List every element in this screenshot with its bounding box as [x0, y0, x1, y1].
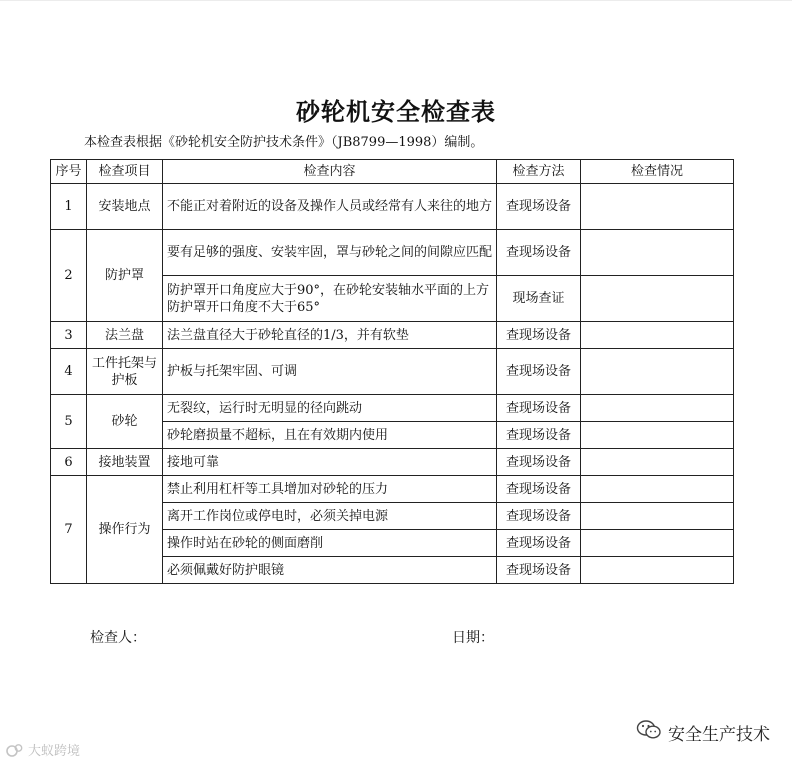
inspection-table	[50, 159, 734, 584]
row-method: 查现场设备	[497, 449, 581, 476]
row-content: 防护罩开口角度应大于90°，在砂轮安装轴水平面的上方防护罩开口角度不大于65°	[163, 276, 497, 322]
row-status-cell[interactable]	[581, 557, 734, 584]
row-content: 禁止利用杠杆等工具增加对砂轮的压力	[163, 476, 497, 503]
document-subtitle: 本检查表根据《砂轮机安全防护技术条件》（JB8799—1998）编制。	[84, 135, 484, 150]
row-item: 防护罩	[87, 230, 163, 322]
watermark-right	[636, 719, 770, 746]
watermark-left	[6, 740, 80, 759]
row-status-cell[interactable]	[581, 503, 734, 530]
row-no: 1	[51, 184, 87, 230]
row-method: 查现场设备	[497, 557, 581, 584]
row-item: 接地装置	[87, 449, 163, 476]
date-label: 日期：	[452, 630, 494, 646]
row-no: 7	[51, 476, 87, 584]
inspector-label: 检查人：	[90, 630, 146, 646]
header-status: 检查情况	[581, 160, 734, 184]
row-status-cell[interactable]	[581, 276, 734, 322]
row-item: 砂轮	[87, 395, 163, 449]
row-content: 操作时站在砂轮的侧面磨削	[163, 530, 497, 557]
table-row	[51, 395, 734, 422]
ant-logo-icon	[6, 742, 24, 758]
table-row	[51, 230, 734, 276]
row-method: 查现场设备	[497, 184, 581, 230]
row-method: 查现场设备	[497, 322, 581, 349]
row-method: 查现场设备	[497, 422, 581, 449]
table-row	[51, 184, 734, 230]
document-title: 砂轮机安全检查表	[296, 98, 496, 126]
table-row	[51, 322, 734, 349]
page-top-border	[0, 0, 792, 1]
row-method: 查现场设备	[497, 349, 581, 395]
row-item: 操作行为	[87, 476, 163, 584]
row-method: 查现场设备	[497, 395, 581, 422]
row-status-cell[interactable]	[581, 422, 734, 449]
header-method: 检查方法	[497, 160, 581, 184]
row-content: 要有足够的强度、安装牢固，罩与砂轮之间的间隙应匹配	[163, 230, 497, 276]
row-content: 接地可靠	[163, 449, 497, 476]
row-method: 查现场设备	[497, 503, 581, 530]
row-status-cell[interactable]	[581, 230, 734, 276]
row-content: 无裂纹，运行时无明显的径向跳动	[163, 395, 497, 422]
table-row	[51, 349, 734, 395]
table-row	[51, 449, 734, 476]
row-no: 2	[51, 230, 87, 322]
row-status-cell[interactable]	[581, 349, 734, 395]
table-row	[51, 476, 734, 503]
row-content: 护板与托架牢固、可调	[163, 349, 497, 395]
row-no: 6	[51, 449, 87, 476]
row-status-cell[interactable]	[581, 530, 734, 557]
row-status-cell[interactable]	[581, 395, 734, 422]
row-method: 现场查证	[497, 276, 581, 322]
watermark-left-text: 大蚁跨境	[28, 744, 81, 759]
row-no: 4	[51, 349, 87, 395]
row-content: 必须佩戴好防护眼镜	[163, 557, 497, 584]
row-content: 离开工作岗位或停电时，必须关掉电源	[163, 503, 497, 530]
row-content: 法兰盘直径大于砂轮直径的1/3，并有软垫	[163, 322, 497, 349]
header-content: 检查内容	[163, 160, 497, 184]
row-item: 法兰盘	[87, 322, 163, 349]
row-content: 不能正对着附近的设备及操作人员或经常有人来往的地方	[163, 184, 497, 230]
table-header-row	[51, 160, 734, 184]
row-status-cell[interactable]	[581, 449, 734, 476]
header-item: 检查项目	[87, 160, 163, 184]
row-method: 查现场设备	[497, 476, 581, 503]
row-method: 查现场设备	[497, 230, 581, 276]
row-status-cell[interactable]	[581, 476, 734, 503]
row-item: 安装地点	[87, 184, 163, 230]
row-no: 3	[51, 322, 87, 349]
header-no: 序号	[51, 160, 87, 184]
row-no: 5	[51, 395, 87, 449]
row-method: 查现场设备	[497, 530, 581, 557]
row-item: 工件托架与护板	[87, 349, 163, 395]
row-content: 砂轮磨损量不超标，且在有效期内使用	[163, 422, 497, 449]
wechat-icon	[636, 719, 662, 746]
row-status-cell[interactable]	[581, 322, 734, 349]
row-status-cell[interactable]	[581, 184, 734, 230]
watermark-right-text: 安全生产技术	[668, 725, 770, 745]
